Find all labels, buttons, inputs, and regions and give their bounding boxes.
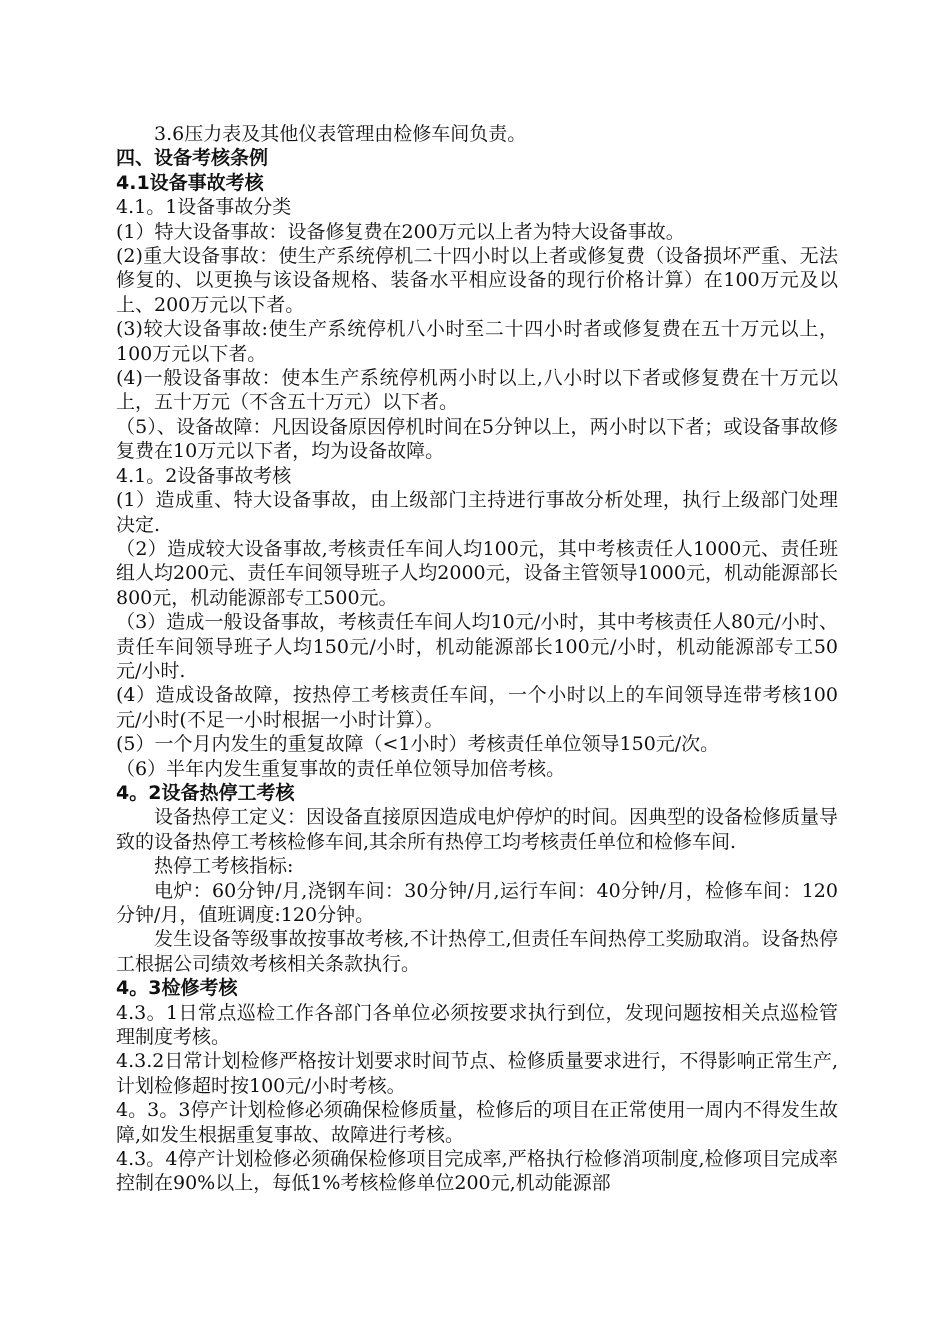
para-hot-stop-indicator-label: 热停工考核指标: [154,855,294,878]
para-4-3-4: 4.3。4停产计划检修必须确保检修项目完成率,严格执行检修消项制度,检修项目完成率控制在90%以上，每低1%考核检修单位200元,机动能源部 [116,1148,838,1195]
subheading-4-1-1: 4.1。1设备事故分类 [116,196,292,219]
para-accident-class-3: (3)较大设备事故:使生产系统停机八小时至二十四小时者或修复费在五十万元以上，100万元以下者。 [116,318,838,365]
subheading-4-1-2: 4.1。2设备事故考核 [116,464,292,487]
para-assessment-2: （2）造成较大设备事故,考核责任车间人均100元，其中考核责任人1000元、责任班组人均200元、责任车间领导班子人均2000元，设备主管领导1000元，机动能源部长800元，机动能源部专工500元。 [116,537,838,609]
heading-4-1: 4.1设备事故考核 [116,171,264,194]
para-accident-class-1: (1）特大设备事故：设备修复费在200万元以上者为特大设备事故。 [116,220,685,243]
para-assessment-5: (5）一个月内发生的重复故障（<1小时）考核责任单位领导150元/次。 [116,733,720,756]
heading-4-3: 4。3检修考核 [116,977,238,1000]
para-hot-stop-indicators: 电炉：60分钟/月,浇钢车间：30分钟/月,运行车间：40分钟/月，检修车间：120分钟/月，值班调度:120分钟。 [116,879,838,926]
para-assessment-3: （3）造成一般设备事故，考核责任车间人均10元/小时，其中考核责任人80元/小时、责任车间领导班子人均150元/小时，机动能源部长100元/小时，机动能源部专工50元/小时. [116,611,838,682]
para-4-3-2: 4.3.2日常计划检修严格按计划要求时间节点、检修质量要求进行，不得影响正常生产,计划检修超时按100元/小时考核。 [116,1050,838,1097]
para-hot-stop-definition: 设备热停工定义：因设备直接原因造成电炉停炉的时间。因典型的设备检修质量导致的设备热停工考核检修车间,其余所有热停工均考核责任单位和检修车间. [116,806,839,853]
para-accident-class-4: (4)一般设备事故：使本生产系统停机两小时以上,八小时以下者或修复费在十万元以上，五十万元（不含五十万元）以下者。 [116,367,838,414]
para-assessment-6: （6）半年内发生重复事故的责任单位领导加倍考核。 [116,757,566,780]
para-assessment-4: (4）造成设备故障，按热停工考核责任车间，一个小时以上的车间领导连带考核100元/小时(不足一小时根据一小时计算）。 [116,684,838,731]
para-accident-class-2: (2)重大设备事故：使生产系统停机二十四小时以上者或修复费（设备损坏严重、无法修复的、以更换与该设备规格、装备水平相应设备的现行价格计算）在100万元及以上、200万元以下者。 [116,245,838,316]
para-4-3-3: 4。3。3停产计划检修必须确保检修质量，检修后的项目在正常使用一周内不得发生故障,如发生根据重复事故、故障进行考核。 [116,1099,838,1146]
para-accident-class-5: （5）、设备故障：凡因设备原因停机时间在5分钟以上，两小时以下者；或设备事故修复费在10万元以下者，均为设备故障。 [116,415,838,463]
para-3-6: 3.6压力表及其他仪表管理由检修车间负责。 [154,123,527,145]
heading-section-4: 四、设备考核条例 [116,147,269,170]
document-page [116,122,838,1196]
para-4-3-1: 4.3。1日常点巡检工作各部门各单位必须按要求执行到位，发现问题按相关点巡检管理制度考核。 [116,1001,838,1049]
para-assessment-1: (1）造成重、特大设备事故，由上级部门主持进行事故分析处理，执行上级部门处理决定. [116,489,838,536]
heading-4-2: 4。2设备热停工考核 [116,781,295,804]
para-hot-stop-rules: 发生设备等级事故按事故考核,不计热停工,但责任车间热停工奖励取消。设备热停工根据公司绩效考核相关条款执行。 [116,928,838,975]
